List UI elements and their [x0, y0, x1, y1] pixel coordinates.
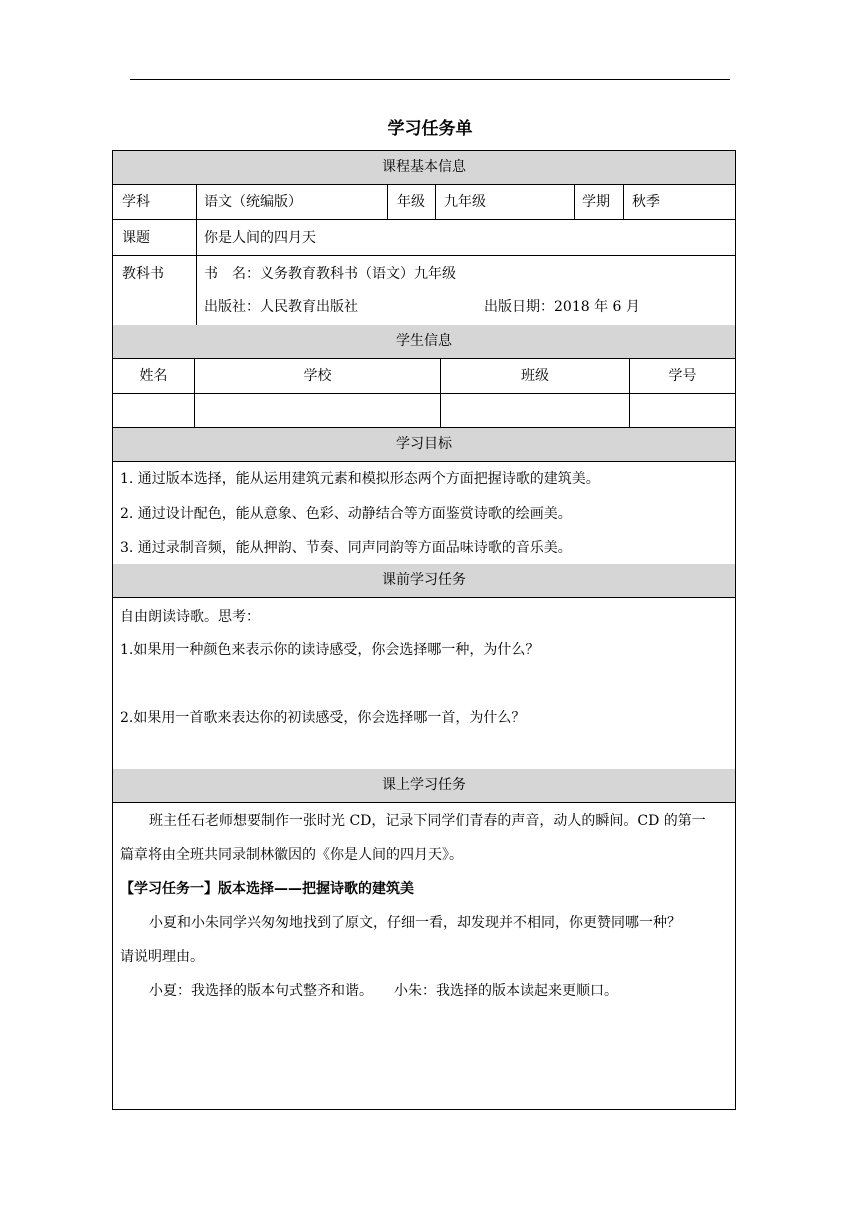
- in-class-paragraph: 篇章将由全班共同录制林徽因的《你是人间的四月天》。: [120, 847, 463, 863]
- section-header-course-info: 课程基本信息: [113, 151, 735, 185]
- header-rule: [130, 79, 730, 80]
- publisher: 出版社：人民教育出版社: [204, 299, 358, 315]
- in-class-paragraph: 请说明理由。: [120, 949, 204, 965]
- subject-value: 语文（统编版）: [204, 194, 302, 210]
- pre-class-question-2: 2.如果用一首歌来表达你的初读感受，你会选择哪一首，为什么？: [120, 710, 526, 726]
- document-title: 学习任务单: [387, 119, 473, 139]
- column-header-school: 学校: [303, 368, 332, 384]
- column-header-name: 姓名: [139, 368, 168, 384]
- grade-label: 年级: [397, 194, 425, 210]
- row-divider: [113, 393, 735, 394]
- section-header-student-info: 学生信息: [113, 325, 735, 359]
- in-class-paragraph: 小夏：我选择的版本句式整齐和谐。 小朱：我选择的版本读起来更顺口。: [149, 983, 618, 999]
- pre-class-intro: 自由朗读诗歌。思考：: [120, 609, 260, 625]
- textbook-label: 教科书: [122, 266, 164, 282]
- task-one-title: 【学习任务一】版本选择——把握诗歌的建筑美: [120, 881, 414, 897]
- book-name: 书 名：义务教育教科书（语文）九年级: [204, 266, 456, 282]
- section-header-pre-class-task: 课前学习任务: [113, 564, 735, 598]
- topic-value: 你是人间的四月天: [204, 230, 316, 246]
- term-label: 学期: [582, 194, 610, 210]
- row-divider: [113, 427, 735, 428]
- goal-item: 1. 通过版本选择，能从运用建筑元素和模拟形态两个方面把握诗歌的建筑美。: [120, 471, 600, 487]
- topic-label: 课题: [122, 230, 150, 246]
- subject-label: 学科: [122, 194, 150, 210]
- section-header-learning-goals: 学习目标: [113, 428, 735, 462]
- column-divider: [623, 184, 624, 219]
- column-divider: [435, 184, 436, 219]
- goal-item: 2. 通过设计配色，能从意象、色彩、动静结合等方面鉴赏诗歌的绘画美。: [120, 506, 572, 522]
- goal-item: 3. 通过录制音频，能从押韵、节奏、同声同韵等方面品味诗歌的音乐美。: [120, 540, 572, 556]
- row-divider: [113, 255, 735, 256]
- column-header-student-id: 学号: [668, 368, 697, 384]
- column-divider: [387, 184, 388, 219]
- in-class-paragraph: 班主任石老师想要制作一张时光 CD，记录下同学们青春的声音，动人的瞬间。CD 的第一: [149, 813, 706, 829]
- publish-date: 出版日期：2018 年 6 月: [484, 299, 640, 315]
- column-divider: [574, 184, 575, 219]
- in-class-paragraph: 小夏和小朱同学兴匆匆地找到了原文，仔细一看，却发现并不相同，你更赞同哪一种？: [149, 915, 681, 931]
- section-header-in-class-task: 课上学习任务: [113, 769, 735, 803]
- column-header-class: 班级: [521, 368, 549, 384]
- term-value: 秋季: [632, 194, 660, 210]
- grade-value: 九年级: [444, 194, 486, 210]
- task-sheet-table: [112, 150, 736, 1110]
- row-divider: [113, 219, 735, 220]
- pre-class-question-1: 1.如果用一种颜色来表示你的读诗感受，你会选择哪一种，为什么？: [120, 642, 540, 658]
